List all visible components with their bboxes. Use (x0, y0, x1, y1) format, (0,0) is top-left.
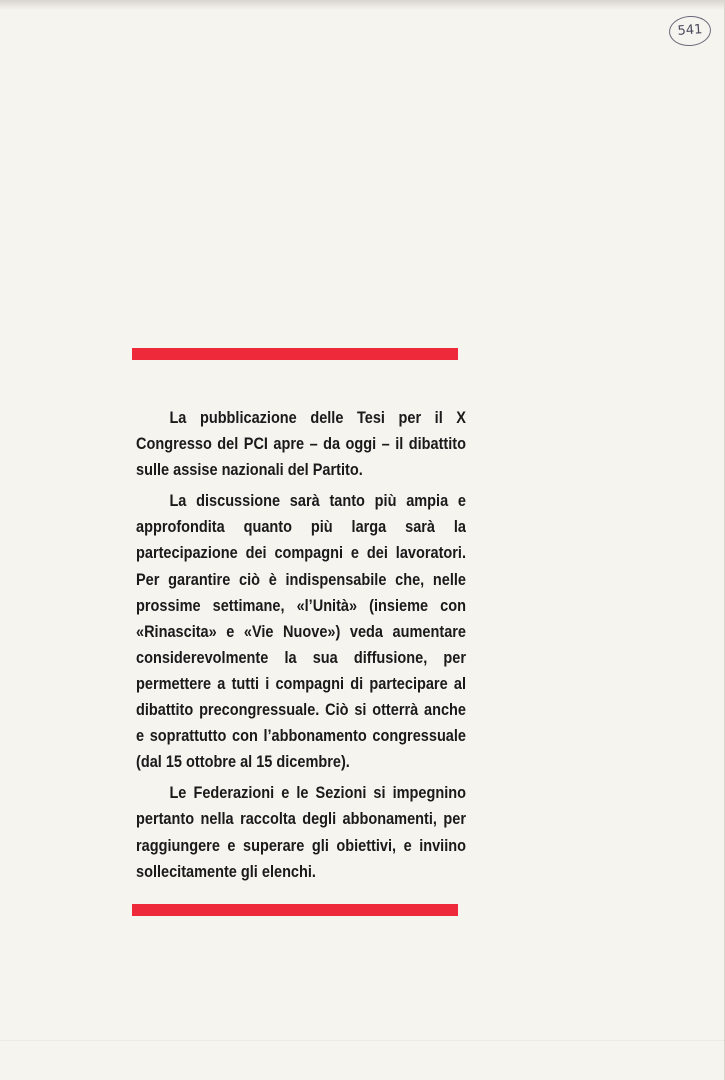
paragraph-3: Le Federazioni e le Sezioni si impegnino pertanto nella raccolta degli abbonamenti, per raggiungere e superare gli obiettivi, e inviino sollecitamente gli elenchi. (136, 784, 466, 881)
paragraph-1: La pubblicazione delle Tesi per il X Congresso del PCI apre – da oggi – il dibattito sulle assise nazionali del Partito. (136, 409, 466, 480)
notice-text (136, 405, 466, 890)
paper-crease (0, 1040, 725, 1041)
red-rule-bottom (132, 904, 458, 916)
paragraph-2: La discussione sarà tanto più ampia e approfondita quanto più larga sarà la partecipazione dei compagni e dei lavoratori. Per garantire ciò è indispensabile che, nelle prossime settimane, «l’Unità» (insieme con «Rinascita» e «Vie Nuove») veda aumentare considerevolmente la sua diffusione, per permettere a tutti i compagni di partecipare al dibattito precongressuale. Ciò si otterrà anche e soprattutto con l’abbonamento congressuale (dal 15 ottobre al 15 dicembre). (136, 492, 466, 772)
archive-number-stamp: 541 (668, 15, 712, 48)
page-edge-shadow (0, 0, 725, 10)
red-rule-top (132, 348, 458, 360)
